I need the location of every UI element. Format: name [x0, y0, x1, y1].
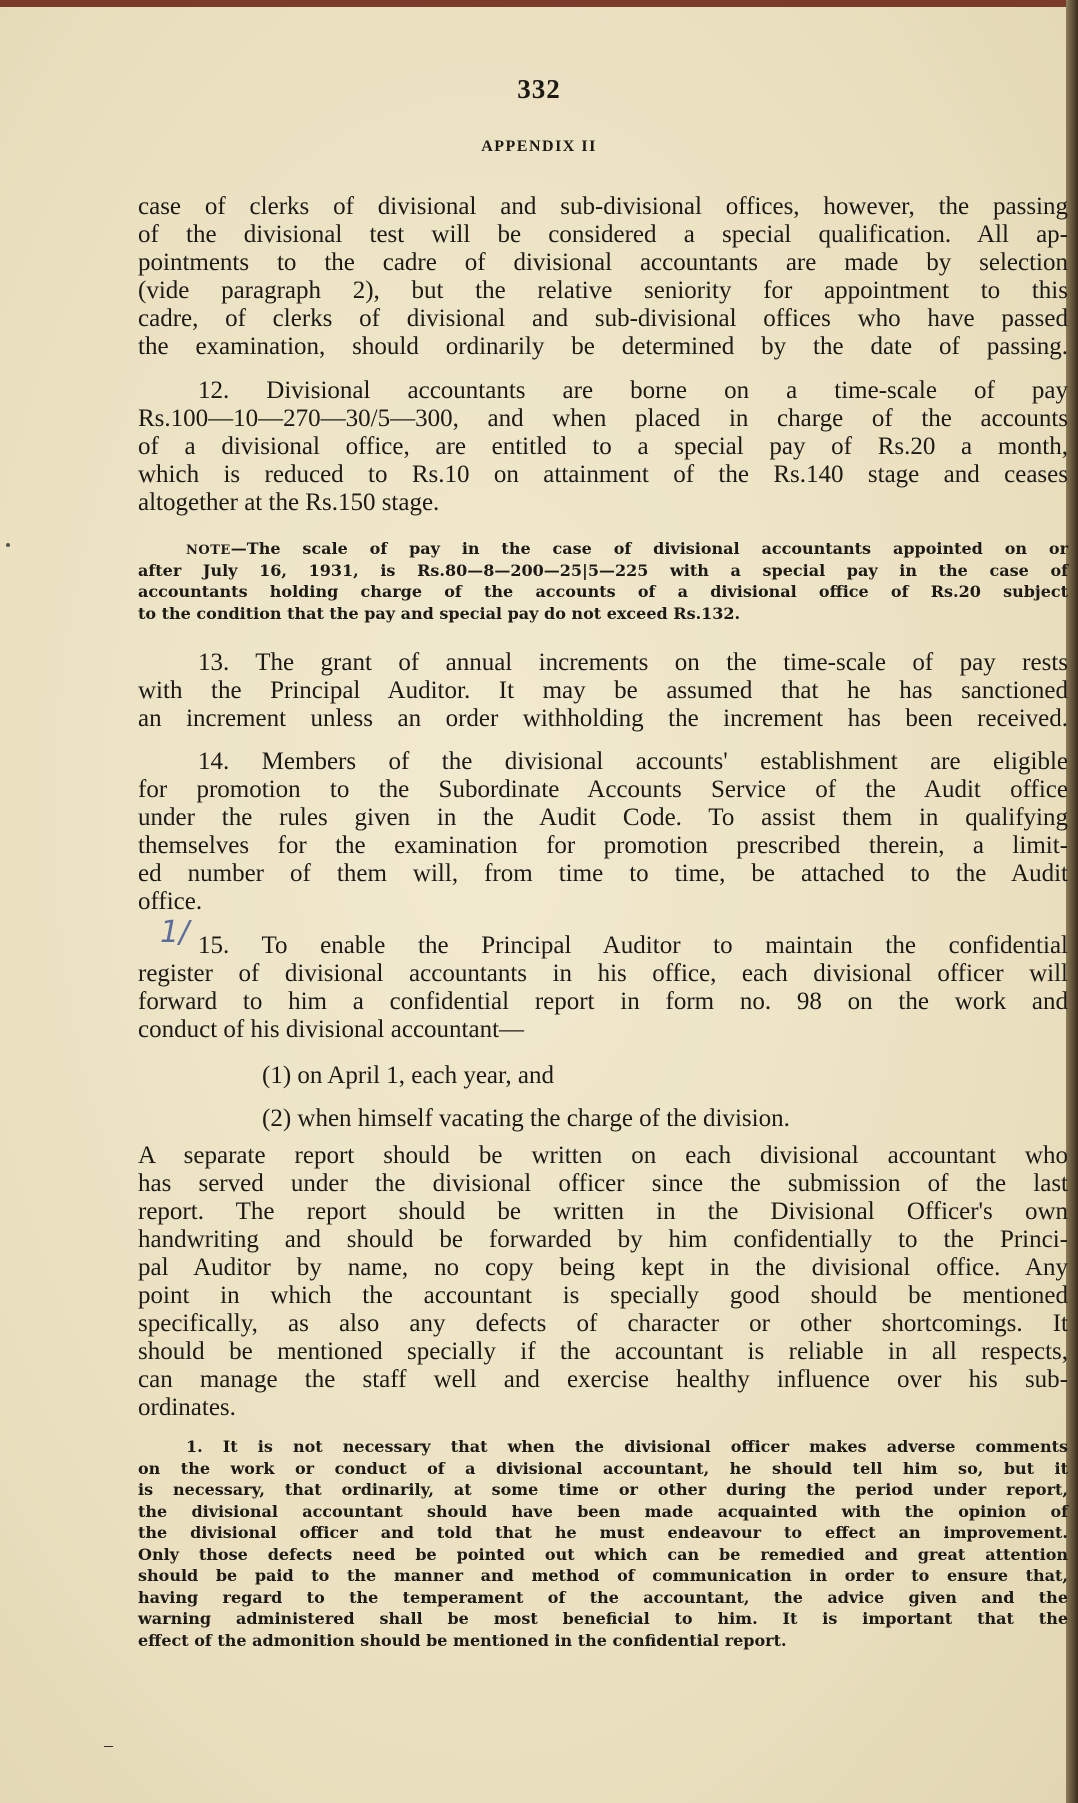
text-line: for promotion to the Subordinate Accounts Service of the Audit office	[138, 776, 1068, 803]
handwritten-margin-mark: 1/	[160, 915, 190, 950]
text-line: the examination, should ordinarily be determined by the date of passing.	[138, 333, 1068, 360]
footnote	[138, 1436, 1068, 1651]
text-line	[138, 538, 1068, 560]
text-line: Only those defects need be pointed out which can be remedied and great attention	[138, 1544, 1068, 1564]
text-line: forward to him a confidential report in form no. 98 on the work and	[138, 988, 1068, 1015]
text-line: cadre, of clerks of divisional and sub-divisional offices who have passed	[138, 305, 1068, 332]
text-line: specifically, as also any defects of character or other shortcomings. It	[138, 1310, 1068, 1337]
text-line: which is reduced to Rs.10 on attainment of the Rs.140 stage and ceases	[138, 461, 1068, 488]
paragraph-12	[138, 377, 1068, 517]
text-line: warning administered shall be most beneficial to him. It is important that the	[138, 1609, 1068, 1628]
text-line: has served under the divisional officer since the submission of the last	[138, 1170, 1068, 1197]
text-line: with the Principal Auditor. It may be assumed that he has sanctioned	[138, 677, 1068, 704]
paragraph-14	[138, 748, 1068, 916]
paragraph-15-continued	[138, 1142, 1068, 1422]
pay-scale-note	[138, 538, 1068, 624]
text-line: (vide paragraph 2), but the relative seniority for appointment to this	[138, 277, 1068, 304]
note-text: —The scale of pay in the case of divisional accountants appointed on or	[230, 539, 1068, 558]
text-line: on the work or conduct of a divisional accountant, he should tell him so, but it	[138, 1458, 1068, 1478]
page-number: 332	[517, 74, 561, 104]
list-item: (1) on April 1, each year, and	[262, 1062, 554, 1089]
text-line: 13. The grant of annual increments on the time-scale of pay rests	[198, 649, 1068, 676]
text-line: conduct of his divisional accountant—	[138, 1016, 525, 1043]
list-item: (2) when himself vacating the charge of the division.	[262, 1105, 790, 1132]
text-line: after July 16, 1931, is Rs.80—8—200—25|5—225 with a special pay in the case of	[138, 560, 1068, 580]
text-line: case of clerks of divisional and sub-divisional offices, however, the passing	[138, 193, 1068, 220]
text-line: of a divisional office, are entitled to a special pay of Rs.20 a month,	[138, 433, 1068, 460]
text-line: register of divisional accountants in his office, each divisional officer will	[138, 960, 1068, 987]
text-line: altogether at the Rs.150 stage.	[138, 489, 440, 516]
text-line: A separate report should be written on each divisional accountant who	[138, 1142, 1068, 1169]
text-line: accountants holding charge of the accounts of a divisional office of Rs.20 subject	[138, 582, 1068, 601]
paragraph-13	[138, 649, 1068, 733]
text-line: can manage the staff well and exercise healthy influence over his sub-	[138, 1366, 1068, 1393]
text-line: office.	[138, 888, 203, 915]
text-line: pointments to the cadre of divisional accountants are made by selection	[138, 249, 1068, 276]
text-line: under the rules given in the Audit Code. To assist them in qualifying	[138, 804, 1068, 831]
text-line: point in which the accountant is specially good should be mentioned	[138, 1282, 1068, 1309]
text-line: pal Auditor by name, no copy being kept in the divisional office. Any	[138, 1254, 1068, 1281]
text-line: the divisional officer and told that he must endeavour to effect an improvement.	[138, 1523, 1068, 1542]
running-head: APPENDIX II	[481, 138, 597, 155]
text-line: should be paid to the manner and method of communication in order to ensure that,	[138, 1566, 1068, 1585]
text-line: to the condition that the pay and special pay do not exceed Rs.132.	[138, 603, 741, 623]
text-line: 15. To enable the Principal Auditor to maintain the confidential	[198, 932, 1068, 959]
text-line: having regard to the temperament of the accountant, the advice given and the	[138, 1587, 1068, 1607]
text-line: Rs.100—10—270—30/5—300, and when placed in charge of the accounts	[138, 405, 1068, 432]
text-line: should be mentioned specially if the accountant is reliable in all respects,	[138, 1338, 1068, 1365]
text-line: of the divisional test will be considered a special qualification. All ap-	[138, 221, 1068, 248]
text-line: is necessary, that ordinarily, at some time or other during the period under report,	[138, 1480, 1068, 1499]
margin-tick: –	[104, 1735, 113, 1755]
text-line: effect of the admonition should be mentioned in the confidential report.	[138, 1630, 787, 1650]
continued-paragraph	[138, 193, 1068, 361]
text-line: the divisional accountant should have been made acquainted with the opinion of	[138, 1501, 1068, 1521]
text-line: ordinates.	[138, 1394, 236, 1421]
text-line: 14. Members of the divisional accounts' establishment are eligible	[198, 748, 1068, 775]
text-line: report. The report should be written in the Divisional Officer's own	[138, 1198, 1068, 1225]
text-line: themselves for the examination for promotion prescribed therein, a limit-	[138, 832, 1068, 859]
text-line: ed number of them will, from time to time, be attached to the Audit	[138, 860, 1068, 887]
page-top-edge	[0, 0, 1078, 7]
text-line: an increment unless an order withholding the increment has been received.	[138, 705, 1068, 732]
margin-speck	[6, 543, 10, 547]
text-line: 12. Divisional accountants are borne on a time-scale of pay	[198, 377, 1068, 404]
paragraph-15	[138, 932, 1068, 1044]
text-line: handwriting and should be forwarded by him confidentially to the Princi-	[138, 1226, 1068, 1253]
note-label: NOTE	[186, 543, 231, 558]
text-line: 1. It is not necessary that when the divisional officer makes adverse comments	[186, 1437, 1068, 1456]
